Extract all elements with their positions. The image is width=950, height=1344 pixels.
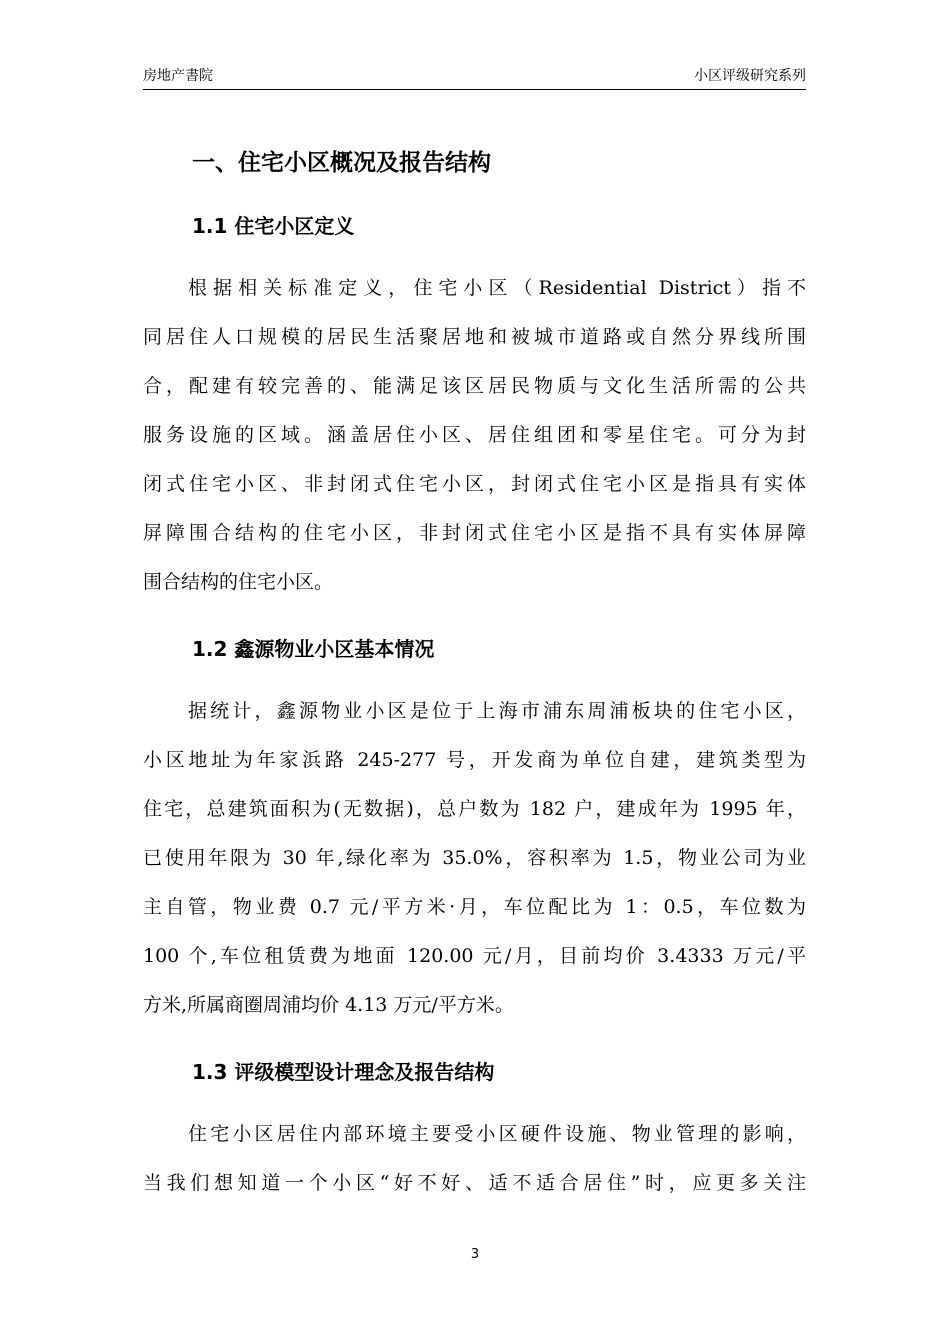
section-heading-1-2: 1.2 鑫源物业小区基本情况 (192, 637, 435, 661)
section-paragraph-1-2 (143, 687, 806, 1030)
section-paragraph-1-1 (143, 264, 806, 607)
paragraph-line: 闭式住宅小区、非封闭式住宅小区，封闭式住宅小区是指具有实体 (143, 473, 806, 495)
paragraph-line: 已使用年限为 30 年,绿化率为 35.0%，容积率为 1.5，物业公司为业 (143, 847, 806, 869)
paragraph-line: 当我们想知道一个小区“好不好、适不适合居住”时，应更多关注 (143, 1172, 806, 1194)
paragraph-line: 合，配建有较完善的、能满足该区居民物质与文化生活所需的公共 (143, 375, 806, 397)
paragraph-line: 根据相关标准定义，住宅小区（Residential District）指不 (188, 277, 806, 299)
header-divider (143, 89, 806, 90)
paragraph-line: 主自管，物业费 0.7 元/平方米·月，车位配比为 1：0.5，车位数为 (143, 896, 806, 918)
header-left-text: 房地产書院 (143, 68, 213, 84)
header-right-text: 小区评级研究系列 (694, 68, 806, 84)
paragraph-line: 据统计，鑫源物业小区是位于上海市浦东周浦板块的住宅小区， (188, 700, 806, 722)
paragraph-line: 服务设施的区域。涵盖居住小区、居住组团和零星住宅。可分为封 (143, 424, 806, 446)
page-number: 3 (470, 1247, 480, 1262)
paragraph-line: 方米,所属商圈周浦均价 4.13 万元/平方米。 (143, 994, 514, 1016)
paragraph-line: 住宅小区居住内部环境主要受小区硬件设施、物业管理的影响， (188, 1123, 806, 1145)
paragraph-line: 屏障围合结构的住宅小区，非封闭式住宅小区是指不具有实体屏障 (143, 522, 806, 544)
section-heading-1-1: 1.1 住宅小区定义 (192, 214, 355, 238)
page-header (143, 66, 806, 88)
paragraph-line: 围合结构的住宅小区。 (143, 571, 334, 593)
section-paragraph-1-3 (143, 1110, 806, 1208)
paragraph-line: 住宅，总建筑面积为(无数据)，总户数为 182 户，建成年为 1995 年， (143, 798, 806, 820)
paragraph-line: 100 个,车位租赁费为地面 120.00 元/月，目前均价 3.4333 万元/平 (143, 945, 806, 967)
paragraph-line: 小区地址为年家浜路 245-277 号，开发商为单位自建，建筑类型为 (143, 749, 806, 771)
chapter-title: 一、住宅小区概况及报告结构 (192, 150, 491, 176)
section-heading-1-3: 1.3 评级模型设计理念及报告结构 (192, 1060, 495, 1084)
paragraph-line: 同居住人口规模的居民生活聚居地和被城市道路或自然分界线所围 (143, 326, 806, 348)
